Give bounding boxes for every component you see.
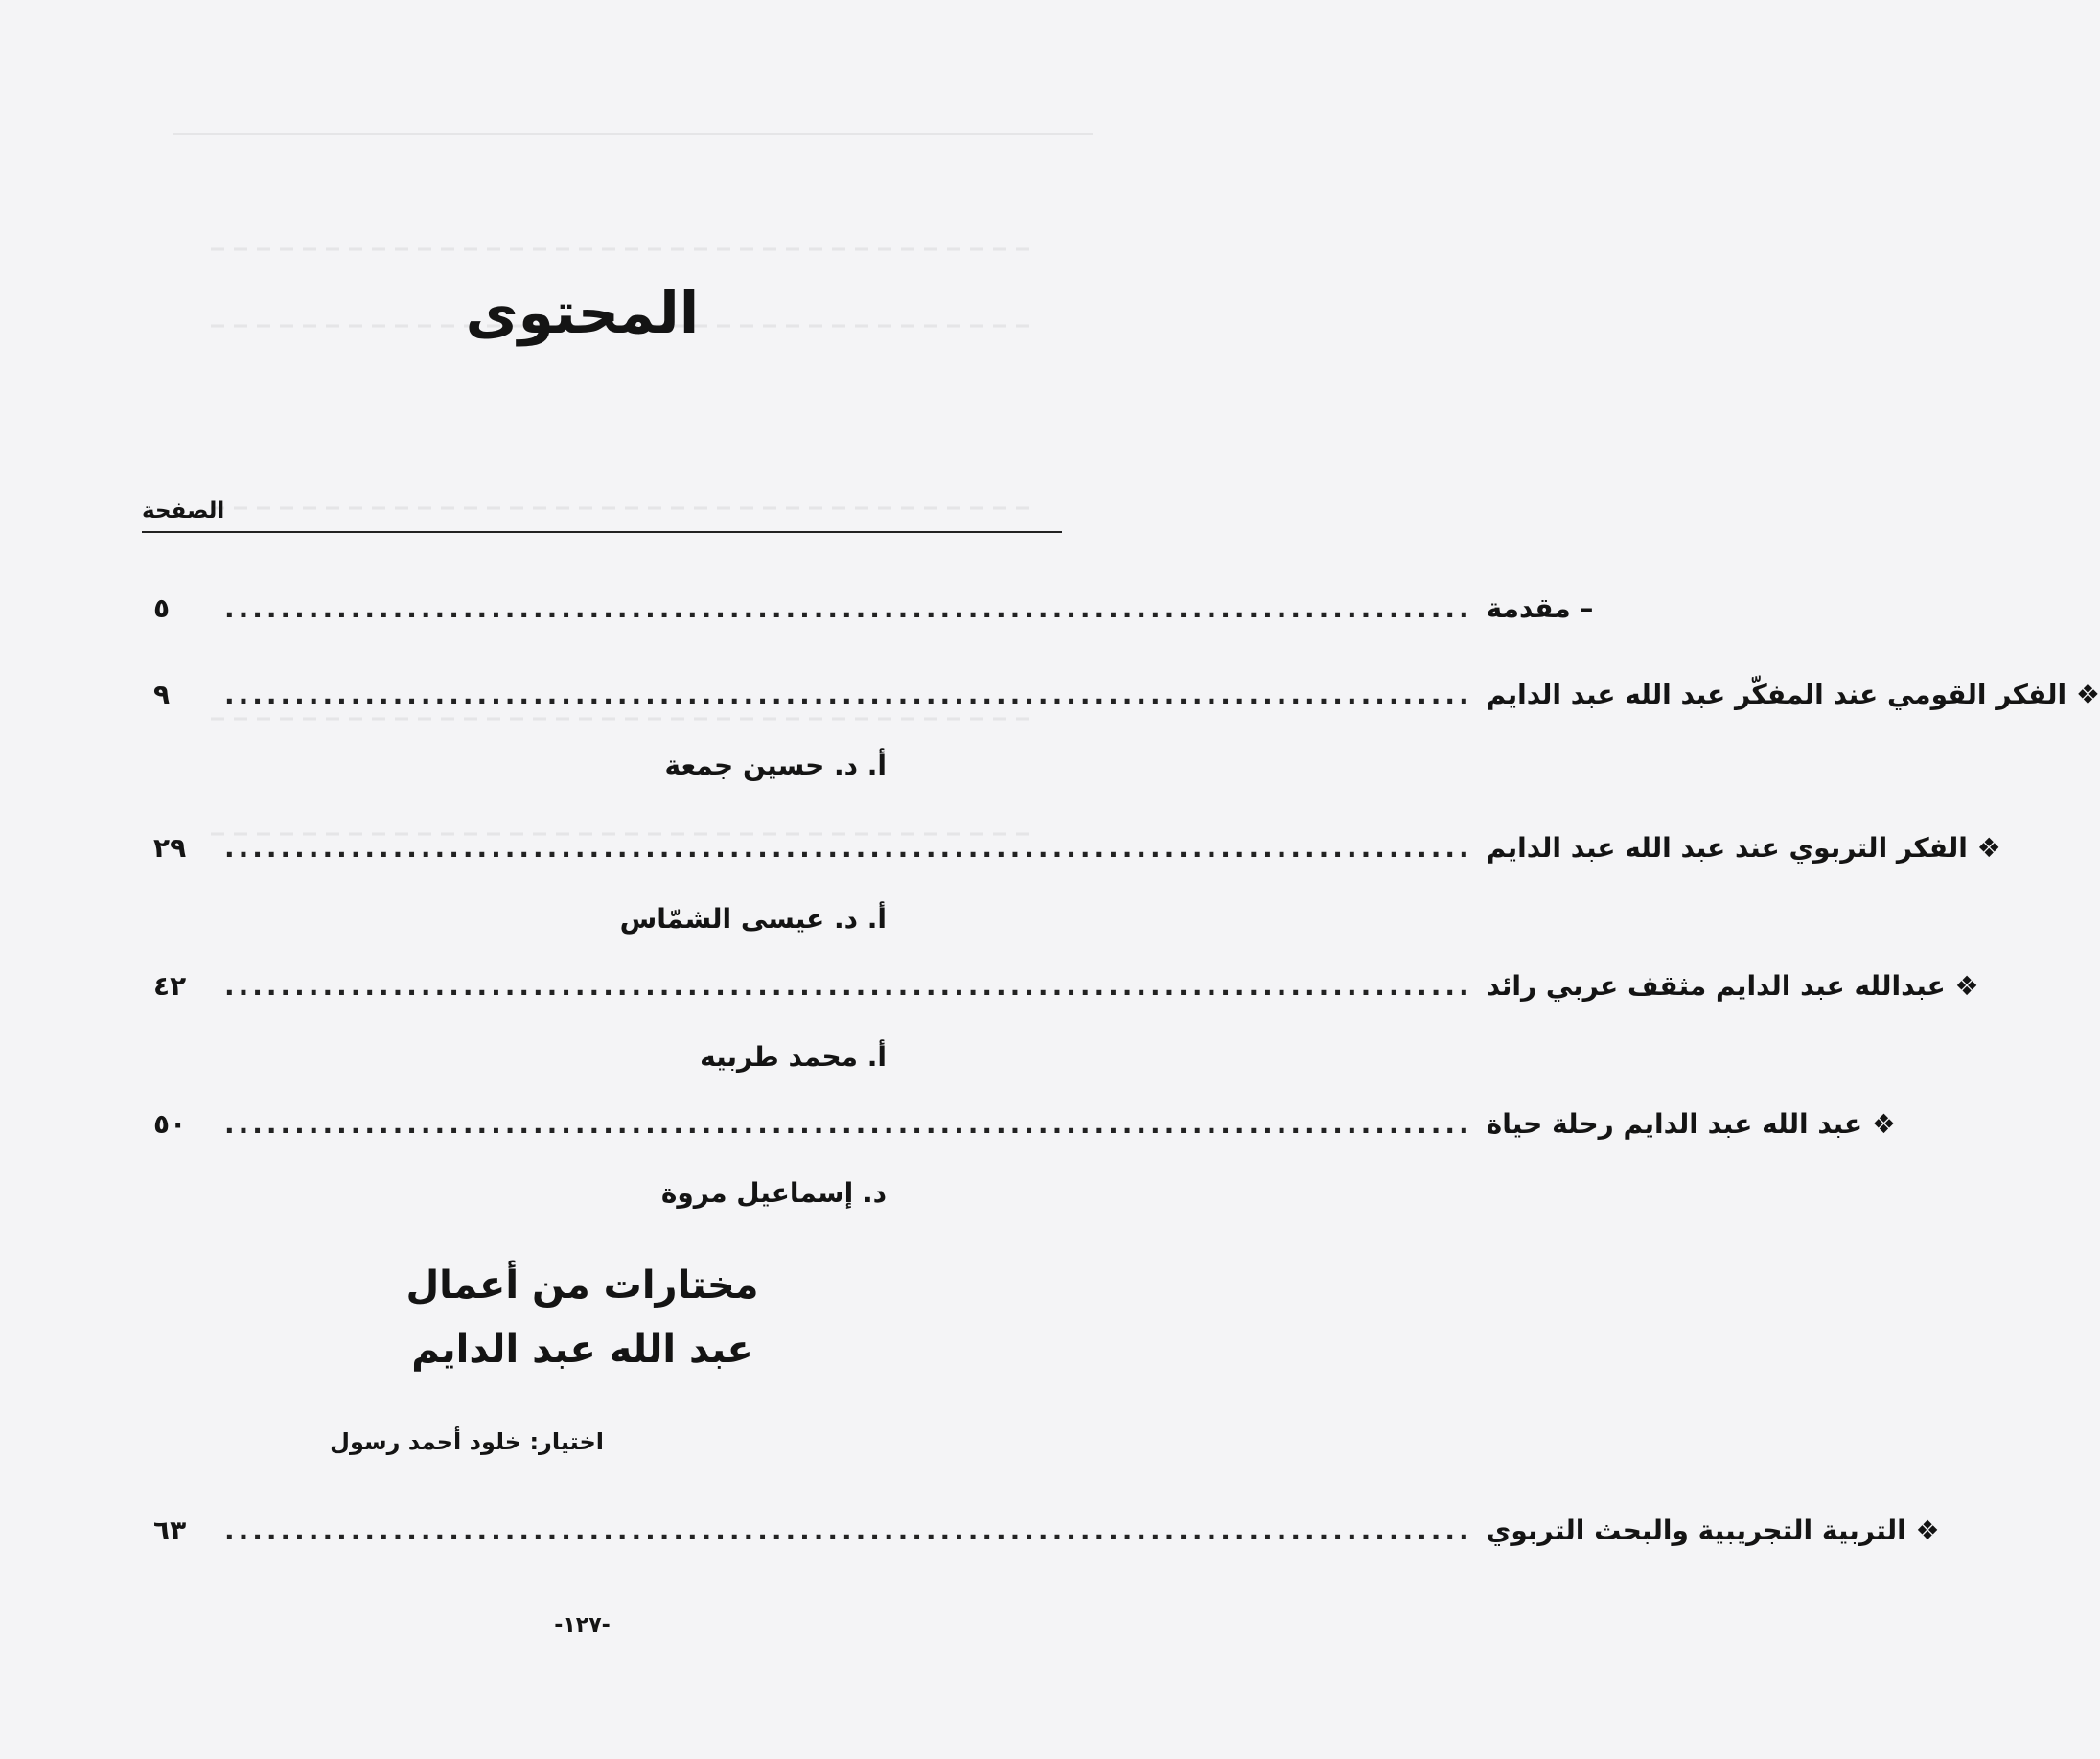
- toc-page-number: ٦٣: [153, 1515, 187, 1546]
- selection-credit: اختيار: خلود أحمد رسول: [330, 1428, 604, 1455]
- toc-entry-title: ❖ التربية التجريبية والبحث التربوي: [1486, 1515, 1940, 1546]
- toc-entry-title: ❖ الفكر التربوي عند عبد الله عبد الدايم: [1486, 832, 2001, 864]
- toc-author: أ. محمد طربيه: [700, 1041, 887, 1073]
- toc-leader-dots: .........................................................................................: [224, 1108, 1473, 1140]
- toc-entry: [153, 1515, 1940, 1546]
- toc-page-number: ٥٠: [153, 1108, 187, 1140]
- toc-leader-dots: .........................................................................................: [224, 832, 1473, 864]
- toc-page-number: ٩: [153, 679, 171, 710]
- toc-leader-dots: .........................................................................................: [224, 970, 1473, 1002]
- toc-entry: [153, 970, 1979, 1002]
- toc-entry-title: ❖ عبدالله عبد الدايم مثقف عربي رائد: [1486, 970, 1979, 1002]
- toc-leader-dots: .........................................................................................: [224, 592, 1473, 624]
- toc-page-number: ٥: [153, 592, 171, 624]
- toc-entry: [153, 592, 1594, 624]
- toc-author: أ. د. حسين جمعة: [664, 750, 887, 781]
- section-heading-line-2: عبد الله عبد الدايم: [411, 1328, 753, 1372]
- toc-page-number: ٢٩: [153, 832, 187, 864]
- toc-entry-title: ❖ الفكر القومي عند المفكّر عبد الله عبد الدايم: [1486, 679, 2100, 710]
- toc-entry-title: ❖ عبد الله عبد الدايم رحلة حياة: [1486, 1108, 1896, 1140]
- toc-leader-dots: .........................................................................................: [224, 1515, 1473, 1546]
- toc-entry: [153, 679, 2100, 710]
- section-heading-line-1: مختارات من أعمال: [405, 1263, 759, 1308]
- toc-page-number: ٤٢: [153, 970, 187, 1002]
- page-column-header: [142, 498, 1062, 533]
- toc-leader-dots: .........................................................................................: [224, 679, 1473, 710]
- toc-entry: [153, 1108, 1896, 1140]
- page-column-label: الصفحة: [142, 498, 225, 523]
- contents-title: المحتوى: [465, 280, 700, 347]
- toc-author: أ. د. عيسى الشمّاس: [619, 903, 887, 935]
- toc-entry-title: – مقدمة: [1486, 592, 1594, 624]
- toc-author: د. إسماعيل مروة: [660, 1177, 887, 1209]
- page-number: -١٢٧-: [554, 1613, 611, 1637]
- toc-entry: [153, 832, 2001, 864]
